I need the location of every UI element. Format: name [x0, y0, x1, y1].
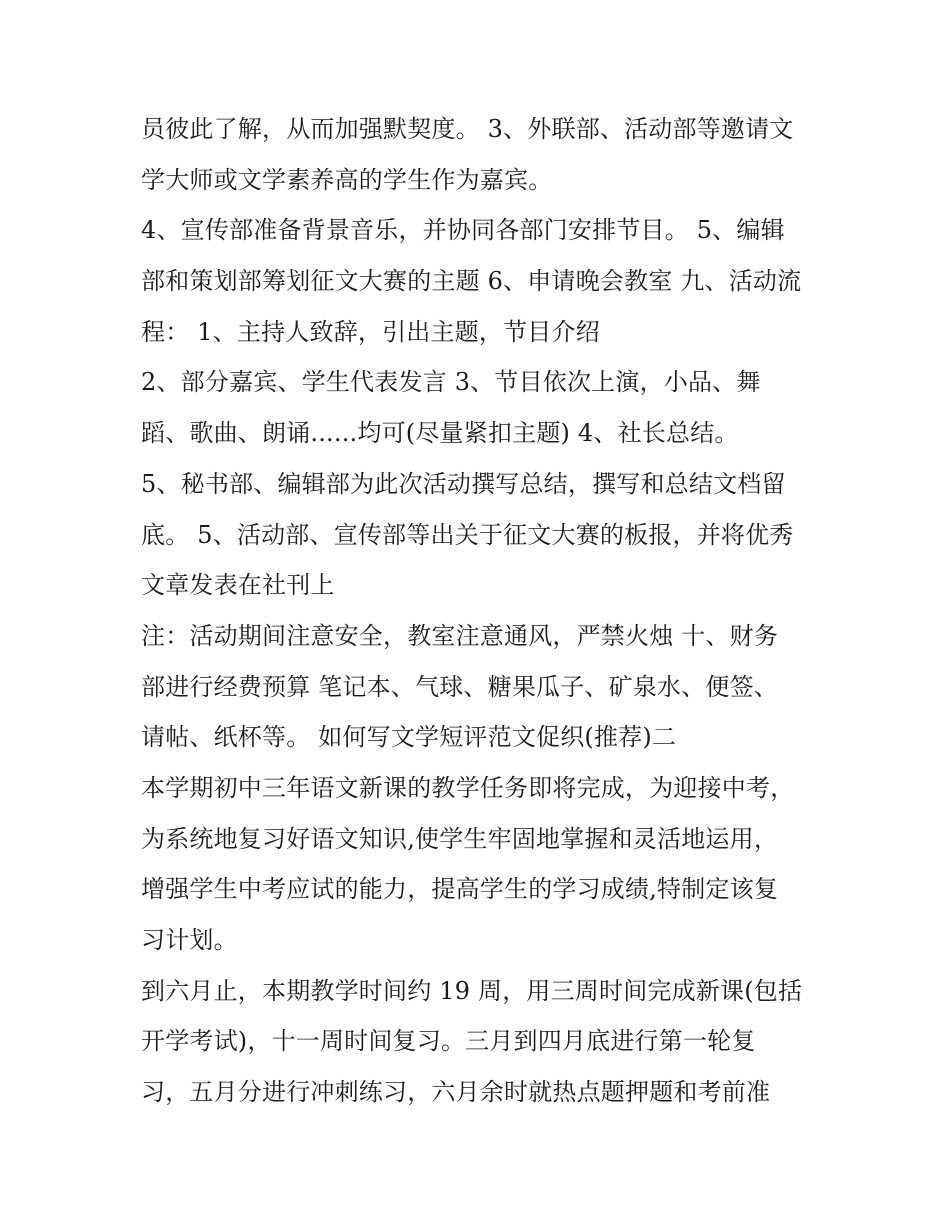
- text-line: 5、秘书部、编辑部为此次活动撰写总结，撰写和总结文档留: [141, 469, 786, 498]
- text-line: 底。 5、活动部、宣传部等出关于征文大赛的板报，并将优秀: [141, 520, 794, 549]
- text-line: 习计划。: [141, 926, 238, 954]
- text-line: 开学考试)，十一周时间复习。三月到四月底进行第一轮复: [141, 1027, 756, 1056]
- text-line: 注：活动期间注意安全，教室注意通风，严禁火烛 十、财务: [141, 621, 779, 650]
- text-line: 部和策划部筹划征文大赛的主题 6、申请晚会教室 九、活动流: [141, 267, 802, 296]
- text-line: 增强学生中考应试的能力，提高学生的学习成绩,特制定该复: [141, 875, 779, 904]
- text-line: 2、部分嘉宾、学生代表发言 3、节目依次上演，小品、舞: [141, 368, 761, 397]
- document-body: [141, 104, 821, 1118]
- text-line: 学大师或文学素养高的学生作为嘉宾。: [141, 165, 553, 194]
- text-line: 为系统地复习好语文知识,使学生牢固地掌握和灵活地运用，: [141, 824, 779, 853]
- text-line: 员彼此了解，从而加强默契度。 3、外联部、活动部等邀请文: [141, 115, 794, 143]
- text-line: 文章发表在社刊上: [141, 571, 335, 600]
- text-line: 程： 1、主持人致辞，引出主题，节目介绍: [141, 317, 600, 346]
- text-line: 4、宣传部准备背景音乐，并协同各部门安排节目。 5、编辑: [141, 216, 785, 245]
- text-line: 请帖、纸杯等。 如何写文学短评范文促织(推荐)二: [141, 723, 677, 752]
- text-line: 习，五月分进行冲刺练习，六月余时就热点题押题和考前准: [141, 1078, 771, 1107]
- text-line: 到六月止，本期教学时间约 19 周，用三周时间完成新课(包括: [141, 976, 803, 1005]
- text-line: 本学期初中三年语文新课的教学任务即将完成，为迎接中考，: [141, 773, 795, 802]
- text-line: 部进行经费预算 笔记本、气球、糖果瓜子、矿泉水、便签、: [141, 672, 779, 701]
- text-line: 蹈、歌曲、朗诵......均可(尽量紧扣主题) 4、社长总结。: [141, 419, 739, 448]
